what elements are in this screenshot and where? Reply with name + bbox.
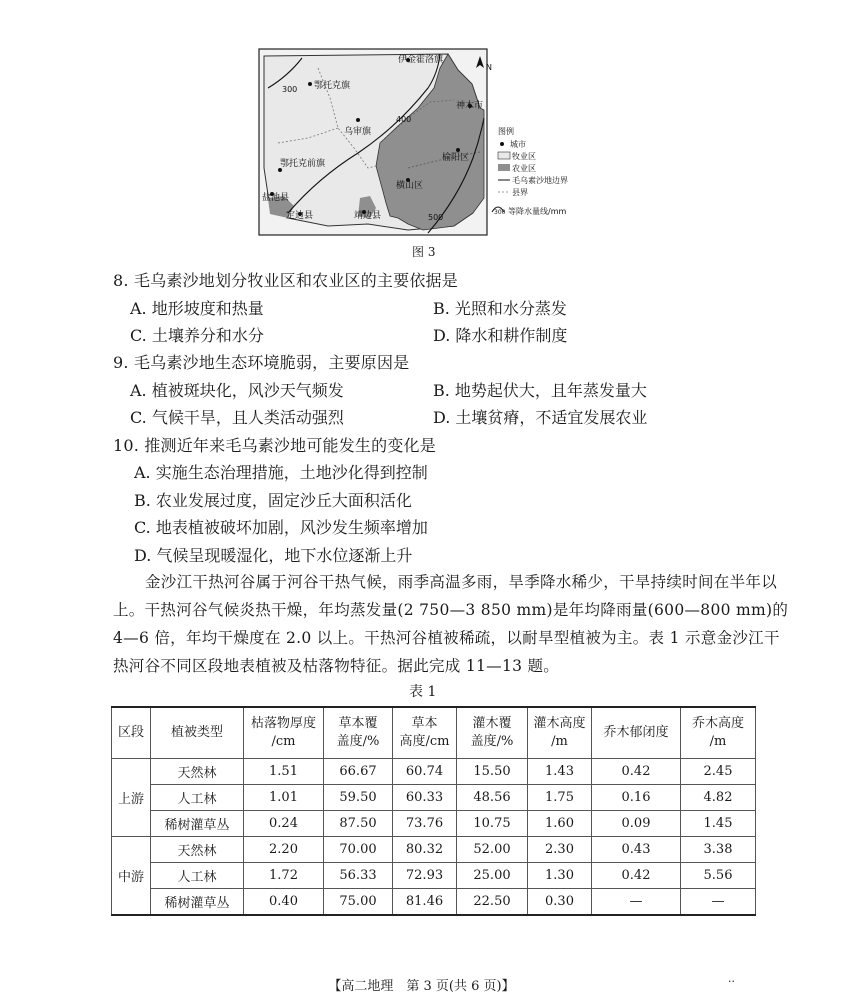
table-cell: 天然林	[151, 759, 244, 785]
legend-item: 等降水量线/mm	[508, 207, 567, 216]
question-8-option-b: B. 光照和水分蒸发	[433, 299, 567, 318]
table-cell: 10.75	[457, 811, 528, 837]
section-cell: 中游	[112, 837, 151, 916]
table-cell: 72.93	[393, 863, 457, 889]
table-cell: 0.42	[592, 759, 681, 785]
table-cell: 0.40	[244, 889, 324, 916]
question-8-option-c: C. 土壤养分和水分	[130, 326, 264, 345]
header-cell: 枯落物厚度 /cm	[244, 707, 324, 759]
table-cell: 60.74	[393, 759, 457, 785]
question-8-stem: 8. 毛乌素沙地划分牧业区和农业区的主要依据是	[113, 271, 458, 290]
legend-item: 县界	[512, 188, 528, 197]
label-jingbian: 靖边县	[354, 211, 382, 221]
label-hengshan: 横山区	[396, 181, 424, 191]
table-cell: 0.16	[592, 785, 681, 811]
label-wushenqi: 乌审旗	[344, 127, 372, 137]
legend-grazing-swatch	[498, 152, 510, 159]
table-cell: 1.45	[681, 811, 756, 837]
table-cell: 1.72	[244, 863, 324, 889]
table-cell: 25.00	[457, 863, 528, 889]
header-cell: 乔木高度 /m	[681, 707, 756, 759]
passage-line: 4—6 倍，年均干燥度在 2.0 以上。干热河谷植被稀疏，以耐旱型植被为主。表 1 示意金沙江干	[113, 629, 780, 647]
map-legend	[492, 126, 568, 216]
header-cell: 草本覆 盖度/%	[324, 707, 393, 759]
table-cell: 15.50	[457, 759, 528, 785]
question-8-option-a: A. 地形坡度和热量	[130, 299, 264, 318]
table-cell: 1.43	[528, 759, 592, 785]
legend-item: 毛乌素沙地边界	[512, 176, 568, 185]
header-cell: 植被类型	[151, 707, 244, 759]
table-cell: 56.33	[324, 863, 393, 889]
label-shenmu: 神木市	[456, 101, 484, 111]
table-cell: 1.51	[244, 759, 324, 785]
table-cell: 52.00	[457, 837, 528, 863]
table-cell: 1.75	[528, 785, 592, 811]
table-cell: 48.56	[457, 785, 528, 811]
legend-title: 图例	[498, 127, 514, 136]
label-iso-400: 400	[396, 115, 412, 124]
label-yulin: 榆阳区	[442, 153, 470, 163]
label-etuokeqi: 鄂托克旗	[314, 81, 351, 91]
table-cell: 0.24	[244, 811, 324, 837]
page-footer: 【高二地理 第 3 页(共 6 页)】	[328, 979, 515, 994]
table-title: 表 1	[409, 684, 437, 700]
table-header-row	[112, 707, 756, 759]
label-yanchi: 盐池县	[262, 193, 290, 203]
label-north: N	[486, 63, 492, 72]
question-10-stem: 10. 推测近年来毛乌素沙地可能发生的变化是	[113, 436, 436, 455]
table-cell: 5.56	[681, 863, 756, 889]
question-10-option-d: D. 气候呈现暖湿化，地下水位逐渐上升	[134, 546, 413, 565]
header-cell: 乔木郁闭度	[592, 707, 681, 759]
table-row	[112, 863, 756, 889]
passage-line: 金沙江干热河谷属于河谷干热气候，雨季高温多雨，旱季降水稀少，干旱持续时间在半年以	[145, 573, 778, 591]
label-etuokeqianqi: 鄂托克前旗	[280, 159, 326, 169]
table-cell: 2.30	[528, 837, 592, 863]
table-cell: 1.01	[244, 785, 324, 811]
corner-mark: ··	[728, 975, 735, 988]
header-cell: 灌木覆 盖度/%	[457, 707, 528, 759]
table-cell: 66.67	[324, 759, 393, 785]
table-row	[112, 837, 756, 863]
vegetation-table	[111, 706, 756, 916]
table-cell: 0.43	[592, 837, 681, 863]
header-cell: 草本 高度/cm	[393, 707, 457, 759]
table-cell: 2.20	[244, 837, 324, 863]
label-iso-500: 500	[428, 213, 444, 222]
table-cell: 天然林	[151, 837, 244, 863]
question-10-option-b: B. 农业发展过度，固定沙丘大面积活化	[134, 491, 412, 510]
table-row	[112, 889, 756, 916]
header-cell: 灌木高度 /m	[528, 707, 592, 759]
question-9-option-d: D. 土壤贫瘠，不适宜发展农业	[433, 408, 648, 427]
map-svg	[258, 48, 588, 238]
question-10-option-a: A. 实施生态治理措施，土地沙化得到控制	[134, 463, 428, 482]
header-cell: 区段	[112, 707, 151, 759]
question-9-stem: 9. 毛乌素沙地生态环境脆弱，主要原因是	[113, 353, 410, 372]
table-cell: 70.00	[324, 837, 393, 863]
table-cell: 稀树灌草丛	[151, 811, 244, 837]
table-cell: 81.46	[393, 889, 457, 916]
passage-line: 热河谷不同区段地表植被及枯落物特征。据此完成 11—13 题。	[113, 657, 560, 675]
table-cell: 0.09	[592, 811, 681, 837]
legend-iso-sample: 300	[494, 209, 506, 216]
passage-line: 上。干热河谷气候炎热干燥，年均蒸发量(2 750—3 850 mm)是年均降雨量(600—800 mm)的	[113, 601, 789, 619]
city-marker	[356, 118, 360, 122]
question-9-option-c: C. 气候干旱，且人类活动强烈	[130, 408, 344, 427]
legend-item: 城市	[510, 140, 526, 149]
question-10-option-c: C. 地表植被破坏加剧，风沙发生频率增加	[134, 518, 428, 537]
table-cell: 2.45	[681, 759, 756, 785]
table-cell: 1.60	[528, 811, 592, 837]
table-cell: 3.38	[681, 837, 756, 863]
legend-city-symbol	[500, 142, 504, 146]
question-9-option-a: A. 植被斑块化，风沙天气频发	[130, 381, 344, 400]
table-cell: 1.30	[528, 863, 592, 889]
table-cell: 稀树灌草丛	[151, 889, 244, 916]
table-row	[112, 785, 756, 811]
table-cell: 87.50	[324, 811, 393, 837]
label-dingbian: 定边县	[286, 211, 314, 221]
city-marker	[456, 148, 460, 152]
table-cell: 0.30	[528, 889, 592, 916]
table-cell: 0.42	[592, 863, 681, 889]
question-9-option-b: B. 地势起伏大，且年蒸发量大	[433, 381, 647, 400]
legend-farming-swatch	[498, 164, 510, 171]
label-iso-300: 300	[282, 85, 298, 94]
table-cell: 80.32	[393, 837, 457, 863]
table-cell: 73.76	[393, 811, 457, 837]
legend-item: 农业区	[512, 164, 536, 173]
table-row	[112, 811, 756, 837]
table-cell: 59.50	[324, 785, 393, 811]
table-cell: 4.82	[681, 785, 756, 811]
label-yijinhuoluo: 伊金霍洛旗	[398, 55, 444, 65]
table-cell: 人工林	[151, 785, 244, 811]
question-8-option-d: D. 降水和耕作制度	[433, 326, 568, 345]
legend-item: 牧业区	[512, 152, 536, 161]
table-cell: —	[681, 889, 756, 916]
figure-3-map	[258, 48, 588, 238]
table-cell: 22.50	[457, 889, 528, 916]
table-row	[112, 759, 756, 785]
figure-caption: 图 3	[412, 245, 436, 259]
table-cell: 60.33	[393, 785, 457, 811]
table-cell: 75.00	[324, 889, 393, 916]
section-cell: 上游	[112, 759, 151, 837]
table-cell: 人工林	[151, 863, 244, 889]
city-marker	[308, 82, 312, 86]
table-cell: —	[592, 889, 681, 916]
